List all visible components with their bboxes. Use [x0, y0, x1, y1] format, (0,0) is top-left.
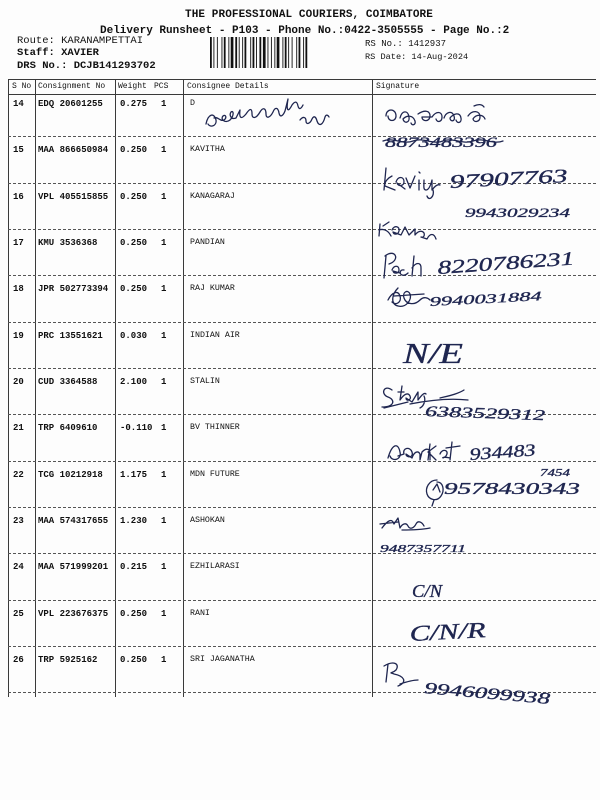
handwritten-status: N/E [401, 339, 463, 370]
barcode-bar [274, 37, 275, 68]
weight-cell: 0.030 [120, 330, 148, 341]
handwritten-phone: 9940031884 [429, 290, 496, 309]
consignee-cell: BV THINNER [190, 423, 240, 433]
table-row [8, 415, 596, 461]
pcs-cell: 1 [161, 423, 167, 434]
barcode-bar [210, 37, 212, 68]
barcode-bar [285, 37, 287, 68]
barcode-bar [292, 37, 293, 68]
table-row [8, 230, 596, 276]
pcs-cell: 1 [161, 469, 167, 480]
sno-cell: 17 [13, 238, 24, 248]
barcode-bar [296, 37, 297, 68]
table-row [8, 369, 596, 415]
weight-cell: 0.250 [120, 191, 148, 202]
consignment-no-cell: EDQ 20601255 [38, 99, 103, 109]
table-row [8, 462, 596, 508]
pcs-cell: 1 [161, 608, 167, 619]
table-row [8, 323, 596, 369]
weight-cell: 0.250 [120, 145, 148, 156]
table-row [8, 554, 596, 600]
consignee-cell: ASHOKAN [190, 516, 225, 525]
barcode-bar [259, 37, 261, 68]
table-row [8, 137, 596, 183]
consignment-no-cell: TRP 6409610 [38, 423, 98, 434]
pcs-cell: 1 [161, 655, 167, 665]
sno-cell: 19 [13, 330, 24, 341]
handwritten-phone: 9946099938 [423, 680, 505, 704]
weight-cell: 0.250 [120, 655, 148, 665]
consignment-no-cell: PRC 13551621 [38, 330, 103, 341]
table-row [8, 647, 596, 693]
sno-cell: 15 [13, 145, 24, 156]
barcode-bar [268, 37, 269, 68]
consignee-cell: EZHILARASI [190, 562, 240, 572]
consignee-cell: INDIAN AIR [190, 330, 240, 340]
handwritten-phone: 9578430343 [444, 479, 580, 498]
weight-cell: -0.110 [120, 423, 153, 434]
pcs-cell: 1 [161, 284, 167, 295]
weight-cell: 2.100 [120, 377, 148, 387]
pcs-cell: 1 [161, 516, 167, 526]
sno-cell: 23 [13, 516, 24, 526]
sno-cell: 16 [13, 191, 24, 202]
consignee-cell: PANDIAN [190, 238, 225, 247]
barcode-bar [288, 37, 289, 68]
pcs-cell: 1 [161, 238, 167, 248]
table-row [8, 508, 596, 554]
barcode-bar [250, 37, 251, 68]
sno-cell: 26 [13, 655, 24, 665]
handwritten-phone: 8873483396 [385, 135, 498, 151]
sno-cell: 14 [13, 99, 24, 109]
table-row [8, 91, 596, 137]
table-top-rule [8, 79, 596, 80]
staff-label: Staff: XAVIER [17, 47, 99, 59]
weight-cell: 0.250 [120, 284, 148, 295]
barcode-bar [217, 37, 218, 68]
consignment-no-cell: VPL 223676375 [38, 608, 109, 619]
barcode-bar [253, 37, 255, 68]
weight-cell: 0.275 [120, 99, 148, 109]
consignment-no-cell: CUD 3364588 [38, 377, 98, 387]
consignment-no-cell: KMU 3536368 [38, 238, 98, 248]
consignee-cell: SRI JAGANATHA [190, 655, 255, 664]
handwritten-phone: 9487357711 [380, 543, 466, 555]
sno-cell: 21 [13, 423, 24, 434]
table-row [8, 276, 596, 322]
pcs-cell: 1 [161, 145, 167, 156]
header-consignee-details: Consignee Details [187, 82, 269, 91]
drs-number: DRS No.: DCJB141293702 [17, 60, 156, 72]
barcode-bar [213, 37, 214, 68]
consignment-no-cell: MAA 866650984 [38, 145, 109, 156]
barcode-bar [256, 37, 257, 68]
runsheet-title: Delivery Runsheet - P103 - Phone No.:0422-3505555 - Page No.:2 [100, 25, 510, 37]
weight-cell: 0.250 [120, 608, 148, 619]
barcode-bar [263, 37, 266, 68]
barcode [210, 37, 355, 68]
consignee-cell: KANAGARAJ [190, 191, 235, 201]
consignee-cell: STALIN [190, 377, 220, 386]
pcs-cell: 1 [161, 377, 167, 387]
sno-cell: 25 [13, 608, 24, 619]
sno-cell: 18 [13, 284, 24, 295]
route-label: Route: KARANAMPETTAI [17, 35, 144, 47]
barcode-bar [235, 37, 237, 68]
handwritten-phone: 934483 [468, 441, 522, 464]
company-name: THE PROFESSIONAL COURIERS, COIMBATORE [185, 9, 433, 21]
pcs-cell: 1 [161, 562, 167, 573]
consignee-cell: RANI [190, 608, 210, 618]
handwritten-note: 7454 [540, 467, 571, 479]
consignment-no-cell: MAA 571999201 [38, 562, 109, 573]
handwritten-phone: 8220786231 [436, 251, 534, 279]
sno-cell: 22 [13, 469, 24, 480]
sno-cell: 24 [13, 562, 24, 573]
barcode-bar [303, 37, 304, 68]
consignee-cell: KAVITHA [190, 145, 225, 155]
consignee-cell: RAJ KUMAR [190, 284, 235, 294]
weight-cell: 1.230 [120, 516, 148, 526]
barcode-bar [305, 37, 307, 68]
rs-date: RS Date: 14-Aug-2024 [365, 52, 469, 62]
consignment-no-cell: VPL 405515855 [38, 191, 109, 202]
barcode-bar [245, 37, 247, 68]
handwritten-status: C/N/R [408, 618, 466, 646]
barcode-bar [224, 37, 226, 68]
consignment-no-cell: TRP 5925162 [38, 655, 98, 665]
barcode-bar [228, 37, 229, 68]
barcode-bar [242, 37, 243, 68]
consignment-no-cell: MAA 574317655 [38, 516, 109, 526]
table-row [8, 184, 596, 230]
header-weight: Weight [118, 82, 147, 91]
barcode-bar [282, 37, 283, 68]
handwritten-phone: 97907763 [449, 168, 527, 193]
pcs-cell: 1 [161, 99, 167, 109]
barcode-bar [231, 37, 234, 68]
barcode-bar [222, 37, 223, 68]
weight-cell: 0.215 [120, 562, 148, 573]
handwritten-phone: 6383529312 [424, 404, 501, 423]
weight-cell: 0.250 [120, 238, 148, 248]
consignment-no-cell: JPR 502773394 [38, 284, 109, 295]
barcode-bar [239, 37, 240, 68]
table-row [8, 601, 596, 647]
header-sno: S No [12, 82, 32, 91]
consignee-cell: MDN FUTURE [190, 469, 240, 479]
handwritten-status: C/N [412, 581, 444, 601]
barcode-bar [299, 37, 301, 68]
consignment-no-cell: TCG 10212918 [38, 469, 103, 480]
header-consignment-no: Consignment No [38, 82, 106, 91]
pcs-cell: 1 [161, 330, 167, 341]
header-signature: Signature [376, 82, 420, 91]
header-pcs: PCS [154, 82, 169, 91]
sno-cell: 20 [13, 377, 24, 387]
rs-number: RS No.: 1412937 [365, 39, 447, 49]
barcode-bar [271, 37, 272, 68]
barcode-bar [277, 37, 280, 68]
pcs-cell: 1 [161, 191, 167, 202]
handwritten-phone: 9943029234 [465, 205, 571, 220]
weight-cell: 1.175 [120, 469, 148, 480]
consignee-cell: D [190, 99, 195, 108]
